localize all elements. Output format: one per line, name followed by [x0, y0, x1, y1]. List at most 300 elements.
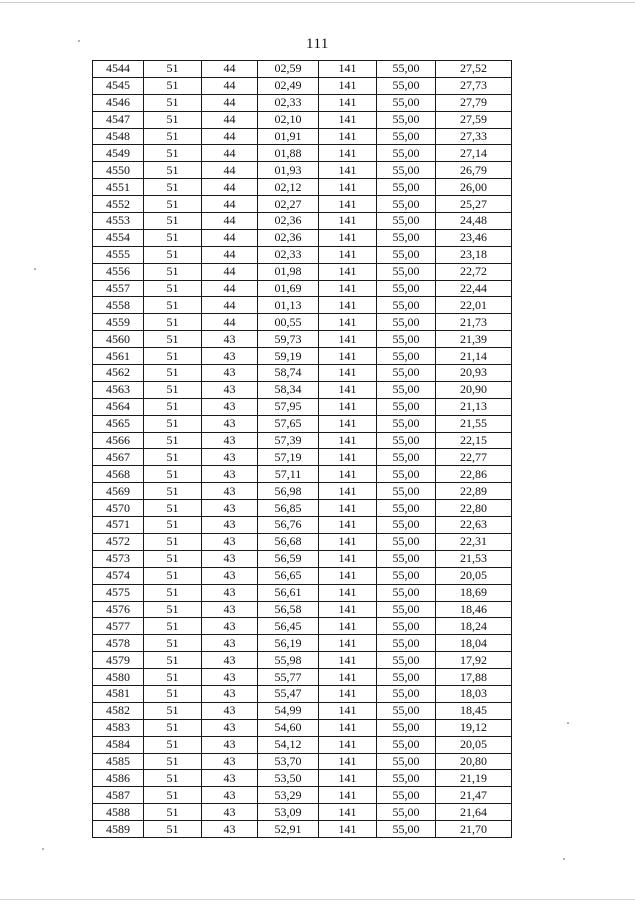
table-row	[93, 449, 512, 466]
cell-col-7: 21,64	[436, 804, 512, 821]
cell-minutes: 44	[202, 297, 258, 314]
cell-degrees: 51	[144, 685, 202, 702]
cell-seconds: 53,29	[258, 787, 319, 804]
table-row	[93, 398, 512, 415]
cell-minutes: 43	[202, 584, 258, 601]
cell-col-7: 20,05	[436, 736, 512, 753]
cell-point-number: 4565	[93, 415, 144, 432]
cell-minutes: 44	[202, 162, 258, 179]
cell-degrees: 51	[144, 753, 202, 770]
cell-minutes: 43	[202, 736, 258, 753]
table-row	[93, 111, 512, 128]
cell-col-7: 17,88	[436, 669, 512, 686]
cell-seconds: 01,93	[258, 162, 319, 179]
cell-col-5: 141	[319, 702, 377, 719]
cell-col-5: 141	[319, 381, 377, 398]
cell-col-7: 18,45	[436, 702, 512, 719]
cell-seconds: 56,61	[258, 584, 319, 601]
cell-minutes: 43	[202, 432, 258, 449]
cell-col-6: 55,00	[377, 702, 436, 719]
cell-seconds: 56,85	[258, 500, 319, 517]
cell-col-7: 22,44	[436, 280, 512, 297]
cell-col-7: 22,89	[436, 483, 512, 500]
cell-col-7: 21,53	[436, 550, 512, 567]
table-row	[93, 280, 512, 297]
cell-seconds: 58,74	[258, 365, 319, 382]
cell-degrees: 51	[144, 669, 202, 686]
cell-seconds: 54,12	[258, 736, 319, 753]
cell-col-6: 55,00	[377, 280, 436, 297]
cell-col-5: 141	[319, 669, 377, 686]
cell-point-number: 4576	[93, 601, 144, 618]
cell-col-6: 55,00	[377, 398, 436, 415]
cell-col-6: 55,00	[377, 533, 436, 550]
cell-point-number: 4575	[93, 584, 144, 601]
cell-col-6: 55,00	[377, 314, 436, 331]
cell-degrees: 51	[144, 331, 202, 348]
cell-col-5: 141	[319, 162, 377, 179]
cell-point-number: 4564	[93, 398, 144, 415]
cell-point-number: 4571	[93, 517, 144, 534]
cell-col-5: 141	[319, 719, 377, 736]
cell-degrees: 51	[144, 229, 202, 246]
cell-col-6: 55,00	[377, 736, 436, 753]
cell-col-5: 141	[319, 618, 377, 635]
cell-point-number: 4583	[93, 719, 144, 736]
cell-col-6: 55,00	[377, 196, 436, 213]
cell-col-6: 55,00	[377, 584, 436, 601]
cell-col-7: 22,86	[436, 466, 512, 483]
cell-col-7: 27,79	[436, 94, 512, 111]
cell-degrees: 51	[144, 736, 202, 753]
cell-col-7: 23,18	[436, 246, 512, 263]
cell-col-7: 26,00	[436, 179, 512, 196]
cell-seconds: 56,58	[258, 601, 319, 618]
cell-col-6: 55,00	[377, 297, 436, 314]
cell-minutes: 43	[202, 415, 258, 432]
page-top-edge	[0, 2, 635, 3]
cell-col-7: 18,46	[436, 601, 512, 618]
cell-col-5: 141	[319, 736, 377, 753]
cell-col-5: 141	[319, 652, 377, 669]
cell-minutes: 44	[202, 145, 258, 162]
cell-minutes: 43	[202, 466, 258, 483]
cell-point-number: 4587	[93, 787, 144, 804]
cell-col-5: 141	[319, 466, 377, 483]
cell-col-5: 141	[319, 280, 377, 297]
cell-seconds: 02,36	[258, 213, 319, 230]
cell-point-number: 4544	[93, 61, 144, 78]
cell-degrees: 51	[144, 517, 202, 534]
table-row	[93, 213, 512, 230]
cell-col-5: 141	[319, 533, 377, 550]
table-row	[93, 517, 512, 534]
cell-point-number: 4554	[93, 229, 144, 246]
cell-seconds: 53,09	[258, 804, 319, 821]
cell-minutes: 43	[202, 398, 258, 415]
table-row	[93, 314, 512, 331]
cell-col-5: 141	[319, 398, 377, 415]
cell-seconds: 56,19	[258, 635, 319, 652]
cell-point-number: 4589	[93, 821, 144, 838]
cell-minutes: 44	[202, 229, 258, 246]
cell-col-5: 141	[319, 449, 377, 466]
cell-degrees: 51	[144, 652, 202, 669]
cell-col-6: 55,00	[377, 94, 436, 111]
cell-seconds: 02,10	[258, 111, 319, 128]
cell-point-number: 4553	[93, 213, 144, 230]
table-row	[93, 246, 512, 263]
cell-col-5: 141	[319, 77, 377, 94]
cell-col-6: 55,00	[377, 770, 436, 787]
cell-minutes: 43	[202, 804, 258, 821]
cell-seconds: 02,12	[258, 179, 319, 196]
cell-seconds: 01,69	[258, 280, 319, 297]
cell-col-6: 55,00	[377, 787, 436, 804]
cell-minutes: 43	[202, 770, 258, 787]
cell-col-7: 27,14	[436, 145, 512, 162]
cell-degrees: 51	[144, 770, 202, 787]
cell-minutes: 43	[202, 365, 258, 382]
cell-point-number: 4584	[93, 736, 144, 753]
cell-degrees: 51	[144, 314, 202, 331]
table-row	[93, 196, 512, 213]
cell-col-5: 141	[319, 685, 377, 702]
cell-col-7: 21,19	[436, 770, 512, 787]
cell-col-7: 21,70	[436, 821, 512, 838]
cell-col-6: 55,00	[377, 601, 436, 618]
table-row	[93, 229, 512, 246]
cell-degrees: 51	[144, 365, 202, 382]
table-row	[93, 179, 512, 196]
cell-point-number: 4552	[93, 196, 144, 213]
cell-col-7: 27,73	[436, 77, 512, 94]
cell-col-6: 55,00	[377, 635, 436, 652]
cell-col-6: 55,00	[377, 685, 436, 702]
cell-col-5: 141	[319, 804, 377, 821]
cell-col-5: 141	[319, 753, 377, 770]
table-row	[93, 753, 512, 770]
cell-minutes: 43	[202, 533, 258, 550]
cell-seconds: 01,91	[258, 128, 319, 145]
cell-point-number: 4572	[93, 533, 144, 550]
cell-degrees: 51	[144, 719, 202, 736]
cell-degrees: 51	[144, 77, 202, 94]
cell-col-5: 141	[319, 432, 377, 449]
cell-degrees: 51	[144, 128, 202, 145]
cell-degrees: 51	[144, 821, 202, 838]
cell-col-6: 55,00	[377, 111, 436, 128]
cell-point-number: 4555	[93, 246, 144, 263]
cell-minutes: 43	[202, 601, 258, 618]
cell-point-number: 4551	[93, 179, 144, 196]
cell-minutes: 44	[202, 61, 258, 78]
cell-col-5: 141	[319, 821, 377, 838]
cell-minutes: 44	[202, 77, 258, 94]
table-body	[93, 61, 512, 838]
cell-col-7: 24,48	[436, 213, 512, 230]
cell-minutes: 44	[202, 128, 258, 145]
table-row	[93, 263, 512, 280]
cell-degrees: 51	[144, 466, 202, 483]
cell-minutes: 43	[202, 821, 258, 838]
cell-degrees: 51	[144, 500, 202, 517]
cell-degrees: 51	[144, 162, 202, 179]
cell-col-6: 55,00	[377, 213, 436, 230]
cell-degrees: 51	[144, 398, 202, 415]
cell-point-number: 4563	[93, 381, 144, 398]
cell-point-number: 4574	[93, 567, 144, 584]
table-row	[93, 500, 512, 517]
cell-col-6: 55,00	[377, 145, 436, 162]
table-row	[93, 821, 512, 838]
cell-point-number: 4545	[93, 77, 144, 94]
cell-degrees: 51	[144, 533, 202, 550]
cell-point-number: 4557	[93, 280, 144, 297]
cell-col-5: 141	[319, 213, 377, 230]
table-row	[93, 702, 512, 719]
cell-degrees: 51	[144, 584, 202, 601]
cell-col-6: 55,00	[377, 381, 436, 398]
cell-col-7: 23,46	[436, 229, 512, 246]
cell-seconds: 02,49	[258, 77, 319, 94]
cell-minutes: 43	[202, 331, 258, 348]
cell-col-6: 55,00	[377, 652, 436, 669]
cell-minutes: 43	[202, 449, 258, 466]
cell-col-7: 22,72	[436, 263, 512, 280]
cell-point-number: 4547	[93, 111, 144, 128]
cell-col-7: 27,59	[436, 111, 512, 128]
cell-degrees: 51	[144, 145, 202, 162]
cell-col-5: 141	[319, 584, 377, 601]
cell-seconds: 01,13	[258, 297, 319, 314]
cell-minutes: 43	[202, 517, 258, 534]
cell-col-6: 55,00	[377, 348, 436, 365]
cell-point-number: 4588	[93, 804, 144, 821]
cell-point-number: 4582	[93, 702, 144, 719]
cell-col-7: 21,13	[436, 398, 512, 415]
cell-degrees: 51	[144, 567, 202, 584]
cell-minutes: 43	[202, 500, 258, 517]
cell-col-6: 55,00	[377, 753, 436, 770]
table-row	[93, 61, 512, 78]
cell-seconds: 55,98	[258, 652, 319, 669]
cell-degrees: 51	[144, 483, 202, 500]
table-row	[93, 550, 512, 567]
table-row	[93, 145, 512, 162]
cell-col-5: 141	[319, 500, 377, 517]
cell-seconds: 53,50	[258, 770, 319, 787]
cell-col-7: 22,01	[436, 297, 512, 314]
cell-col-5: 141	[319, 415, 377, 432]
cell-point-number: 4550	[93, 162, 144, 179]
table-row	[93, 128, 512, 145]
cell-col-7: 20,05	[436, 567, 512, 584]
cell-degrees: 51	[144, 246, 202, 263]
cell-seconds: 53,70	[258, 753, 319, 770]
cell-col-5: 141	[319, 787, 377, 804]
cell-col-6: 55,00	[377, 162, 436, 179]
scan-speck	[78, 40, 80, 42]
cell-point-number: 4581	[93, 685, 144, 702]
cell-col-5: 141	[319, 179, 377, 196]
table-row	[93, 635, 512, 652]
cell-col-6: 55,00	[377, 804, 436, 821]
table-row	[93, 297, 512, 314]
cell-col-7: 21,73	[436, 314, 512, 331]
cell-point-number: 4559	[93, 314, 144, 331]
cell-col-5: 141	[319, 601, 377, 618]
cell-minutes: 43	[202, 618, 258, 635]
cell-seconds: 56,45	[258, 618, 319, 635]
cell-seconds: 01,88	[258, 145, 319, 162]
cell-point-number: 4570	[93, 500, 144, 517]
cell-col-6: 55,00	[377, 263, 436, 280]
table-row	[93, 365, 512, 382]
cell-minutes: 43	[202, 685, 258, 702]
cell-point-number: 4560	[93, 331, 144, 348]
table-row	[93, 77, 512, 94]
cell-col-6: 55,00	[377, 618, 436, 635]
cell-point-number: 4566	[93, 432, 144, 449]
cell-col-6: 55,00	[377, 229, 436, 246]
cell-seconds: 55,77	[258, 669, 319, 686]
cell-minutes: 43	[202, 635, 258, 652]
scan-speck	[42, 848, 44, 850]
cell-point-number: 4548	[93, 128, 144, 145]
cell-point-number: 4573	[93, 550, 144, 567]
cell-col-5: 141	[319, 635, 377, 652]
cell-point-number: 4568	[93, 466, 144, 483]
cell-seconds: 56,65	[258, 567, 319, 584]
cell-col-6: 55,00	[377, 449, 436, 466]
cell-degrees: 51	[144, 432, 202, 449]
table-row	[93, 483, 512, 500]
cell-minutes: 43	[202, 719, 258, 736]
cell-col-7: 22,80	[436, 500, 512, 517]
cell-seconds: 02,59	[258, 61, 319, 78]
table-row	[93, 415, 512, 432]
cell-point-number: 4561	[93, 348, 144, 365]
cell-col-6: 55,00	[377, 365, 436, 382]
table-row	[93, 736, 512, 753]
table-row	[93, 533, 512, 550]
cell-seconds: 56,76	[258, 517, 319, 534]
cell-col-7: 20,80	[436, 753, 512, 770]
cell-degrees: 51	[144, 213, 202, 230]
cell-col-5: 141	[319, 61, 377, 78]
cell-seconds: 54,60	[258, 719, 319, 736]
cell-col-6: 55,00	[377, 415, 436, 432]
coordinates-table	[92, 60, 512, 838]
cell-degrees: 51	[144, 179, 202, 196]
cell-minutes: 43	[202, 348, 258, 365]
cell-point-number: 4556	[93, 263, 144, 280]
cell-col-7: 25,27	[436, 196, 512, 213]
cell-seconds: 57,65	[258, 415, 319, 432]
cell-col-7: 21,47	[436, 787, 512, 804]
cell-col-7: 22,77	[436, 449, 512, 466]
cell-col-7: 26,79	[436, 162, 512, 179]
cell-point-number: 4586	[93, 770, 144, 787]
cell-minutes: 44	[202, 196, 258, 213]
cell-seconds: 02,27	[258, 196, 319, 213]
cell-minutes: 43	[202, 669, 258, 686]
cell-degrees: 51	[144, 787, 202, 804]
cell-degrees: 51	[144, 415, 202, 432]
cell-seconds: 02,33	[258, 246, 319, 263]
cell-point-number: 4558	[93, 297, 144, 314]
cell-col-7: 27,52	[436, 61, 512, 78]
cell-point-number: 4549	[93, 145, 144, 162]
cell-point-number: 4569	[93, 483, 144, 500]
cell-minutes: 43	[202, 787, 258, 804]
cell-col-6: 55,00	[377, 179, 436, 196]
cell-col-6: 55,00	[377, 550, 436, 567]
cell-col-7: 21,14	[436, 348, 512, 365]
table-row	[93, 348, 512, 365]
cell-col-5: 141	[319, 517, 377, 534]
cell-col-6: 55,00	[377, 517, 436, 534]
cell-col-7: 21,39	[436, 331, 512, 348]
cell-degrees: 51	[144, 601, 202, 618]
cell-col-5: 141	[319, 128, 377, 145]
table-row	[93, 94, 512, 111]
cell-minutes: 44	[202, 280, 258, 297]
cell-degrees: 51	[144, 297, 202, 314]
cell-col-6: 55,00	[377, 432, 436, 449]
cell-col-6: 55,00	[377, 77, 436, 94]
table-row	[93, 601, 512, 618]
cell-col-6: 55,00	[377, 567, 436, 584]
page-bottom-edge	[0, 899, 635, 900]
cell-point-number: 4585	[93, 753, 144, 770]
table-row	[93, 584, 512, 601]
table-row	[93, 787, 512, 804]
cell-col-5: 141	[319, 331, 377, 348]
table-row	[93, 719, 512, 736]
cell-point-number: 4562	[93, 365, 144, 382]
cell-minutes: 44	[202, 94, 258, 111]
cell-point-number: 4579	[93, 652, 144, 669]
cell-seconds: 54,99	[258, 702, 319, 719]
cell-col-5: 141	[319, 263, 377, 280]
cell-col-5: 141	[319, 196, 377, 213]
cell-degrees: 51	[144, 348, 202, 365]
cell-col-7: 20,90	[436, 381, 512, 398]
cell-minutes: 43	[202, 702, 258, 719]
cell-col-7: 22,63	[436, 517, 512, 534]
cell-col-6: 55,00	[377, 821, 436, 838]
cell-seconds: 02,33	[258, 94, 319, 111]
cell-col-6: 55,00	[377, 331, 436, 348]
table-row	[93, 162, 512, 179]
scan-speck	[563, 858, 565, 860]
cell-point-number: 4567	[93, 449, 144, 466]
cell-degrees: 51	[144, 804, 202, 821]
cell-col-5: 141	[319, 94, 377, 111]
cell-col-7: 22,31	[436, 533, 512, 550]
cell-col-6: 55,00	[377, 500, 436, 517]
cell-seconds: 57,95	[258, 398, 319, 415]
cell-col-5: 141	[319, 550, 377, 567]
table-row	[93, 652, 512, 669]
cell-minutes: 44	[202, 246, 258, 263]
cell-col-6: 55,00	[377, 61, 436, 78]
cell-seconds: 58,34	[258, 381, 319, 398]
page-number: 111	[306, 36, 329, 52]
cell-col-7: 27,33	[436, 128, 512, 145]
